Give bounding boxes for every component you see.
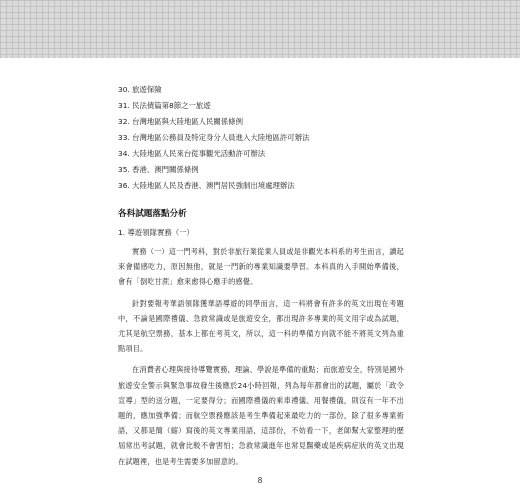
paragraph: 針對要報考華語領隊獲華語導遊的同學而言，這一科將會有許多的英文出現在考題中，不論是國際禮儀、急救常識或是旅遊安全，都出現許多專業的英文用字或為試題，尤其是航空票務，基本上都在考英文，所以，這一科的準備方向就不能不將英文列為重點項目。 (118, 298, 404, 354)
subsection-title: 1. 導遊領隊實務（一） (118, 228, 194, 237)
list-item: 36. 大陸地區人民及香港、澳門居民強制出境處理辦法 (118, 181, 295, 190)
paragraph: 在消費者心理與接待導覽實務，理論、學說是準備的重點；而旅遊安全，特別是國外旅遊安全警示與緊急事故發生後應於24小時回報，列為每年都會出的試題，屬於「政令宣導」型的送分題，一定要得分；而國際禮儀的乘車禮儀、用餐禮儀，則沒有一年不出題的，應加強準備；而航空票務應該是考生準備起來最吃力的一部份，除了很多專業術語，又都是簡（縮）寫後的英文專業用語，這部份，不妨看一下，老師幫大家整理的歷屆常出考試題，就會比較不會害怕；急救常識進年也常見醫藥或是疾病症狀的英文出現在試題裡，也是考生需要多加留意的。 (118, 365, 404, 466)
list-item: 30. 旅遊保險 (118, 85, 162, 94)
list-item: 32. 台灣地區與大陸地區人民關係條例 (118, 117, 243, 126)
list-item: 34. 大陸地區人民來台從事觀光活動許可辦法 (118, 149, 266, 158)
section-title: 各科試題落點分析 (118, 209, 187, 219)
body-text (118, 244, 404, 475)
header-pattern-band (0, 0, 520, 58)
page-number: 8 (257, 476, 263, 485)
list-item: 33. 台灣地區公務員及特定身分人員進入大陸地區許可辦法 (118, 133, 310, 142)
paragraph: 實務（一）這一門考科，對於非旅行業從業人員或是非觀光本科系的考生而言，讀起來會備感吃力，原因無他，就是一門新的專業知識要學習。本科真的入手開始準備後，會有「倒吃甘蔗」愈來愈得心應手的感覺。 (118, 247, 404, 287)
regulation-list (118, 82, 309, 194)
list-item: 31. 民法債篇第8節之一旅遊 (118, 101, 211, 110)
list-item: 35. 香港、澳門關係條例 (118, 165, 199, 174)
